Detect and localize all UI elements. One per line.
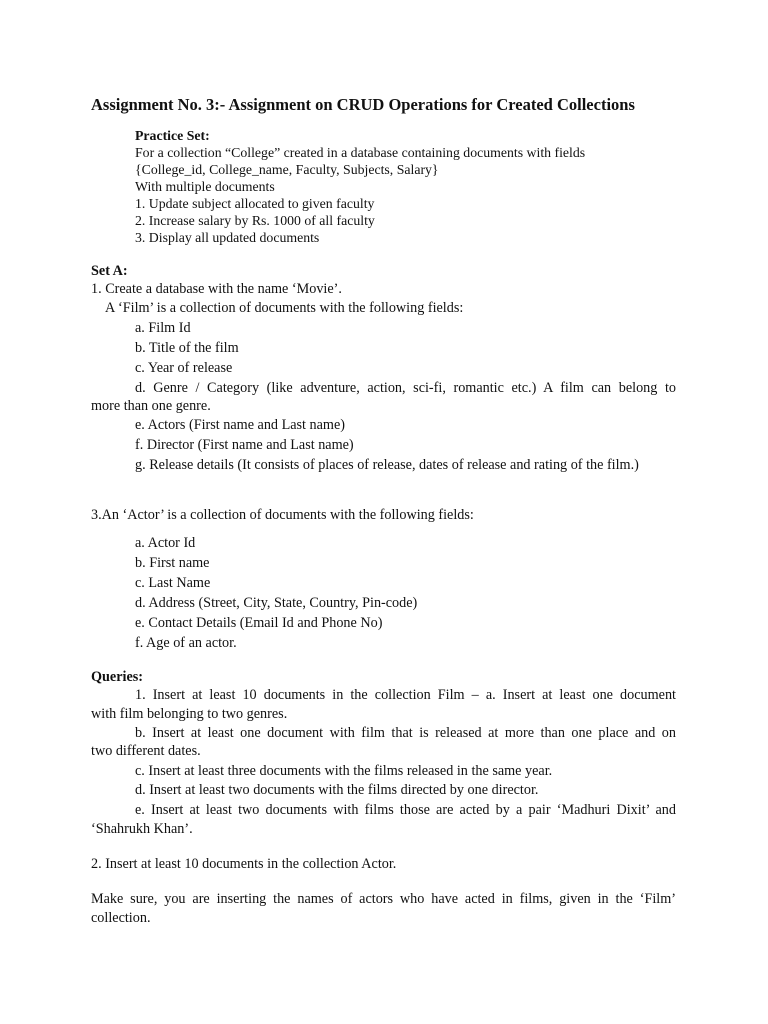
practice-line: With multiple documents xyxy=(135,179,275,194)
query-line: c. Insert at least three documents with the films released in the same year. xyxy=(135,763,553,779)
query-line: e. Insert at least two documents with films those are acted by a pair ‘Madhuri Dixit’ and xyxy=(135,802,676,818)
actor-field: a. Actor Id xyxy=(135,535,196,551)
queries-heading: Queries: xyxy=(91,669,144,685)
film-field: d. Genre / Category (like adventure, action, sci-fi, romantic etc.) A film can belong to xyxy=(135,380,676,396)
actor-collection-intro: 3.An ‘Actor’ is a collection of documents with the following fields: xyxy=(91,507,474,523)
film-field-continued: more than one genre. xyxy=(91,398,211,414)
query-line: 1. Insert at least 10 documents in the collection Film – a. Insert at least one document xyxy=(135,687,676,703)
actor-field: d. Address (Street, City, State, Country, Pin-code) xyxy=(135,595,418,611)
practice-line: 1. Update subject allocated to given faculty xyxy=(135,196,375,211)
query-item-2: 2. Insert at least 10 documents in the collection Actor. xyxy=(91,856,397,872)
film-field: e. Actors (First name and Last name) xyxy=(135,417,345,433)
assignment-title: Assignment No. 3:- Assignment on CRUD Operations for Created Collections xyxy=(91,95,635,114)
actor-field: f. Age of an actor. xyxy=(135,635,237,651)
film-field: f. Director (First name and Last name) xyxy=(135,437,354,453)
actor-field: b. First name xyxy=(135,555,210,571)
query-line: b. Insert at least one document with film that is released at more than one place and on xyxy=(135,725,676,741)
film-field: b. Title of the film xyxy=(135,340,239,356)
query-line-continued: ‘Shahrukh Khan’. xyxy=(91,821,193,837)
practice-line: For a collection “College” created in a database containing documents with fields xyxy=(135,145,586,160)
actor-field: e. Contact Details (Email Id and Phone No) xyxy=(135,615,383,631)
film-field: g. Release details (It consists of places of release, dates of release and rating of the film.) xyxy=(135,457,639,473)
query-line-continued: with film belonging to two genres. xyxy=(91,706,288,722)
actor-field: c. Last Name xyxy=(135,575,211,591)
practice-line: 3. Display all updated documents xyxy=(135,230,320,245)
film-field: c. Year of release xyxy=(135,360,233,376)
film-field: a. Film Id xyxy=(135,320,191,336)
query-line-continued: two different dates. xyxy=(91,743,201,759)
practice-set-heading: Practice Set: xyxy=(135,128,210,143)
set-a-item-1: 1. Create a database with the name ‘Movie’. xyxy=(91,281,342,297)
query-line: d. Insert at least two documents with the films directed by one director. xyxy=(135,782,539,798)
practice-line: 2. Increase salary by Rs. 1000 of all faculty xyxy=(135,213,375,228)
film-collection-intro: A ‘Film’ is a collection of documents with the following fields: xyxy=(105,300,464,316)
note-line: Make sure, you are inserting the names of actors who have acted in films, given in the ‘Film’ xyxy=(91,891,676,907)
set-a-heading: Set A: xyxy=(91,263,128,279)
practice-line: {College_id, College_name, Faculty, Subjects, Salary} xyxy=(135,162,439,177)
note-line-continued: collection. xyxy=(91,910,151,926)
